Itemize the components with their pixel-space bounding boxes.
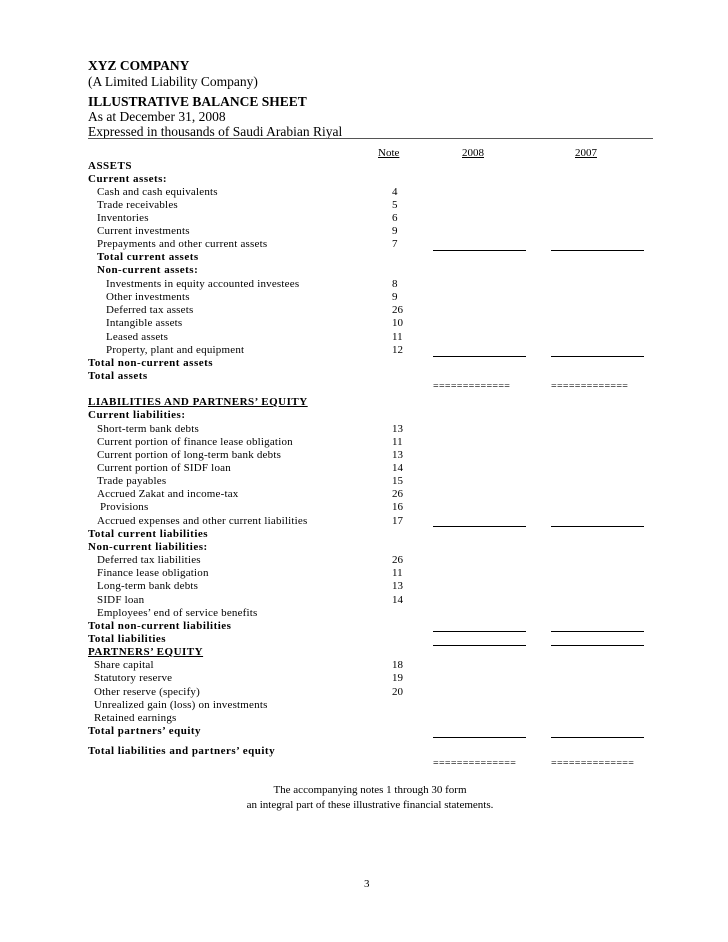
table-row: [0, 357, 728, 370]
row-label: Accrued Zakat and income-tax: [97, 488, 239, 500]
subtotal-rule-2007: [551, 737, 644, 738]
row-label: Deferred tax liabilities: [97, 554, 201, 566]
row-note: 13: [392, 580, 403, 592]
row-note: 13: [392, 423, 403, 435]
row-note: 14: [392, 594, 403, 606]
row-label: Trade payables: [97, 475, 167, 487]
company-type: (A Limited Liability Company): [88, 74, 258, 89]
footer-note-line-2: an integral part of these illustrative financial statements.: [246, 799, 494, 811]
table-row: [0, 423, 728, 436]
table-row: [0, 317, 728, 330]
row-label: Property, plant and equipment: [106, 344, 245, 356]
row-note: 20: [392, 686, 403, 698]
subtotal-rule-2007: [551, 356, 644, 357]
subtotal-rule-2007: [551, 631, 644, 632]
row-label: Current assets:: [88, 173, 168, 185]
row-label: Total partners’ equity: [88, 725, 202, 737]
row-label: Short-term bank debts: [97, 423, 199, 435]
row-label: Current portion of long-term bank debts: [97, 449, 282, 461]
row-note: 17: [392, 515, 403, 527]
row-label: Accrued expenses and other current liabilities: [97, 515, 308, 527]
table-row: [0, 278, 728, 291]
table-row: [0, 699, 728, 712]
subtotal-rule-2007: [551, 645, 644, 646]
table-row: [0, 225, 728, 238]
row-note: 7: [392, 238, 398, 250]
subtotal-rule-2008: [433, 645, 526, 646]
row-label: SIDF loan: [97, 594, 145, 606]
table-row: [0, 173, 728, 186]
table-row: [0, 291, 728, 304]
row-note: 11: [392, 567, 403, 579]
row-label: Share capital: [94, 659, 154, 671]
double-rule-total-liabilities-equity-2008: ==============: [433, 758, 517, 769]
table-row: [0, 304, 728, 317]
table-row: [0, 186, 728, 199]
row-label: Statutory reserve: [94, 672, 173, 684]
table-row: [0, 541, 728, 554]
row-label: Cash and cash equivalents: [97, 186, 218, 198]
date-line: As at December 31, 2008: [88, 109, 226, 124]
row-label: Total liabilities and partners’ equity: [88, 745, 276, 757]
row-note: 14: [392, 462, 403, 474]
row-note: 16: [392, 501, 403, 513]
row-label: Retained earnings: [94, 712, 177, 724]
double-rule-total-liabilities-equity-2007: ==============: [551, 758, 635, 769]
row-label: Unrealized gain (loss) on investments: [94, 699, 268, 711]
row-note: 9: [392, 291, 398, 303]
row-label: Intangible assets: [106, 317, 183, 329]
table-row: [0, 212, 728, 225]
row-note: 5: [392, 199, 398, 211]
table-row: [0, 745, 728, 758]
table-row: [0, 686, 728, 699]
row-label: Inventories: [97, 212, 149, 224]
row-label: Total current assets: [97, 251, 199, 263]
row-label: Prepayments and other current assets: [97, 238, 268, 250]
table-row: [0, 160, 728, 173]
table-row: [0, 594, 728, 607]
row-note: 9: [392, 225, 398, 237]
table-row: [0, 672, 728, 685]
row-label: Current portion of SIDF loan: [97, 462, 231, 474]
table-row: [0, 712, 728, 725]
header-rule: [88, 138, 653, 139]
footer-note-line-1: The accompanying notes 1 through 30 form: [273, 784, 467, 796]
row-note: 15: [392, 475, 403, 487]
subtotal-rule-2008: [433, 631, 526, 632]
currency-line: Expressed in thousands of Saudi Arabian Riyal: [88, 124, 343, 139]
table-row: [0, 554, 728, 567]
row-label: Other investments: [106, 291, 190, 303]
row-label: Investments in equity accounted investees: [106, 278, 300, 290]
table-row: [0, 567, 728, 580]
table-row: [0, 659, 728, 672]
row-label: Current portion of finance lease obligation: [97, 436, 293, 448]
table-row: [0, 501, 728, 514]
row-note: 26: [392, 488, 403, 500]
year-2008-column-header: 2008: [462, 147, 484, 159]
row-note: 12: [392, 344, 403, 356]
row-note: 11: [392, 436, 403, 448]
table-row: [0, 646, 728, 659]
row-label: Total liabilities: [88, 633, 167, 645]
table-row: [0, 331, 728, 344]
table-row: [0, 449, 728, 462]
double-rule-total-assets-2007: =============: [551, 381, 629, 392]
row-note: 26: [392, 554, 403, 566]
table-row: [0, 251, 728, 264]
row-label: PARTNERS’ EQUITY: [88, 646, 204, 658]
subtotal-rule-2008: [433, 250, 526, 251]
year-2007-column-header: 2007: [575, 147, 597, 159]
table-row: [0, 475, 728, 488]
row-label: Non-current assets:: [97, 264, 199, 276]
row-label: Total assets: [88, 370, 148, 382]
company-name: XYZ COMPANY: [88, 58, 190, 73]
table-row: [0, 462, 728, 475]
row-note: 6: [392, 212, 398, 224]
row-label: Total non-current assets: [88, 357, 214, 369]
table-row: [0, 528, 728, 541]
row-label: Trade receivables: [97, 199, 178, 211]
statement-title: ILLUSTRATIVE BALANCE SHEET: [88, 94, 307, 109]
subtotal-rule-2007: [551, 250, 644, 251]
row-note: 13: [392, 449, 403, 461]
double-rule-total-assets-2008: =============: [433, 381, 511, 392]
table-row: [0, 409, 728, 422]
row-label: Employees’ end of service benefits: [97, 607, 258, 619]
row-note: 10: [392, 317, 403, 329]
table-row: [0, 488, 728, 501]
row-label: Provisions: [100, 501, 149, 513]
row-label: Deferred tax assets: [106, 304, 194, 316]
subtotal-rule-2008: [433, 356, 526, 357]
row-note: 18: [392, 659, 403, 671]
row-label: Leased assets: [106, 331, 169, 343]
row-note: 8: [392, 278, 398, 290]
table-row: [0, 436, 728, 449]
row-label: ASSETS: [88, 160, 132, 172]
row-label: Current liabilities:: [88, 409, 186, 421]
subtotal-rule-2008: [433, 526, 526, 527]
row-label: LIABILITIES AND PARTNERS’ EQUITY: [88, 396, 308, 408]
subtotal-rule-2007: [551, 526, 644, 527]
row-note: 19: [392, 672, 403, 684]
table-row: [0, 199, 728, 212]
row-label: Total current liabilities: [88, 528, 209, 540]
table-row: [0, 580, 728, 593]
row-label: Non-current liabilities:: [88, 541, 208, 553]
table-row: [0, 607, 728, 620]
row-label: Other reserve (specify): [94, 686, 200, 698]
row-label: Finance lease obligation: [97, 567, 209, 579]
row-label: Long-term bank debts: [97, 580, 199, 592]
row-note: 26: [392, 304, 403, 316]
page-number: 3: [364, 878, 370, 890]
note-column-header: Note: [378, 147, 400, 159]
subtotal-rule-2008: [433, 737, 526, 738]
table-row: [0, 264, 728, 277]
row-note: 4: [392, 186, 398, 198]
table-row: [0, 396, 728, 409]
row-label: Total non-current liabilities: [88, 620, 232, 632]
row-label: Current investments: [97, 225, 190, 237]
row-note: 11: [392, 331, 403, 343]
